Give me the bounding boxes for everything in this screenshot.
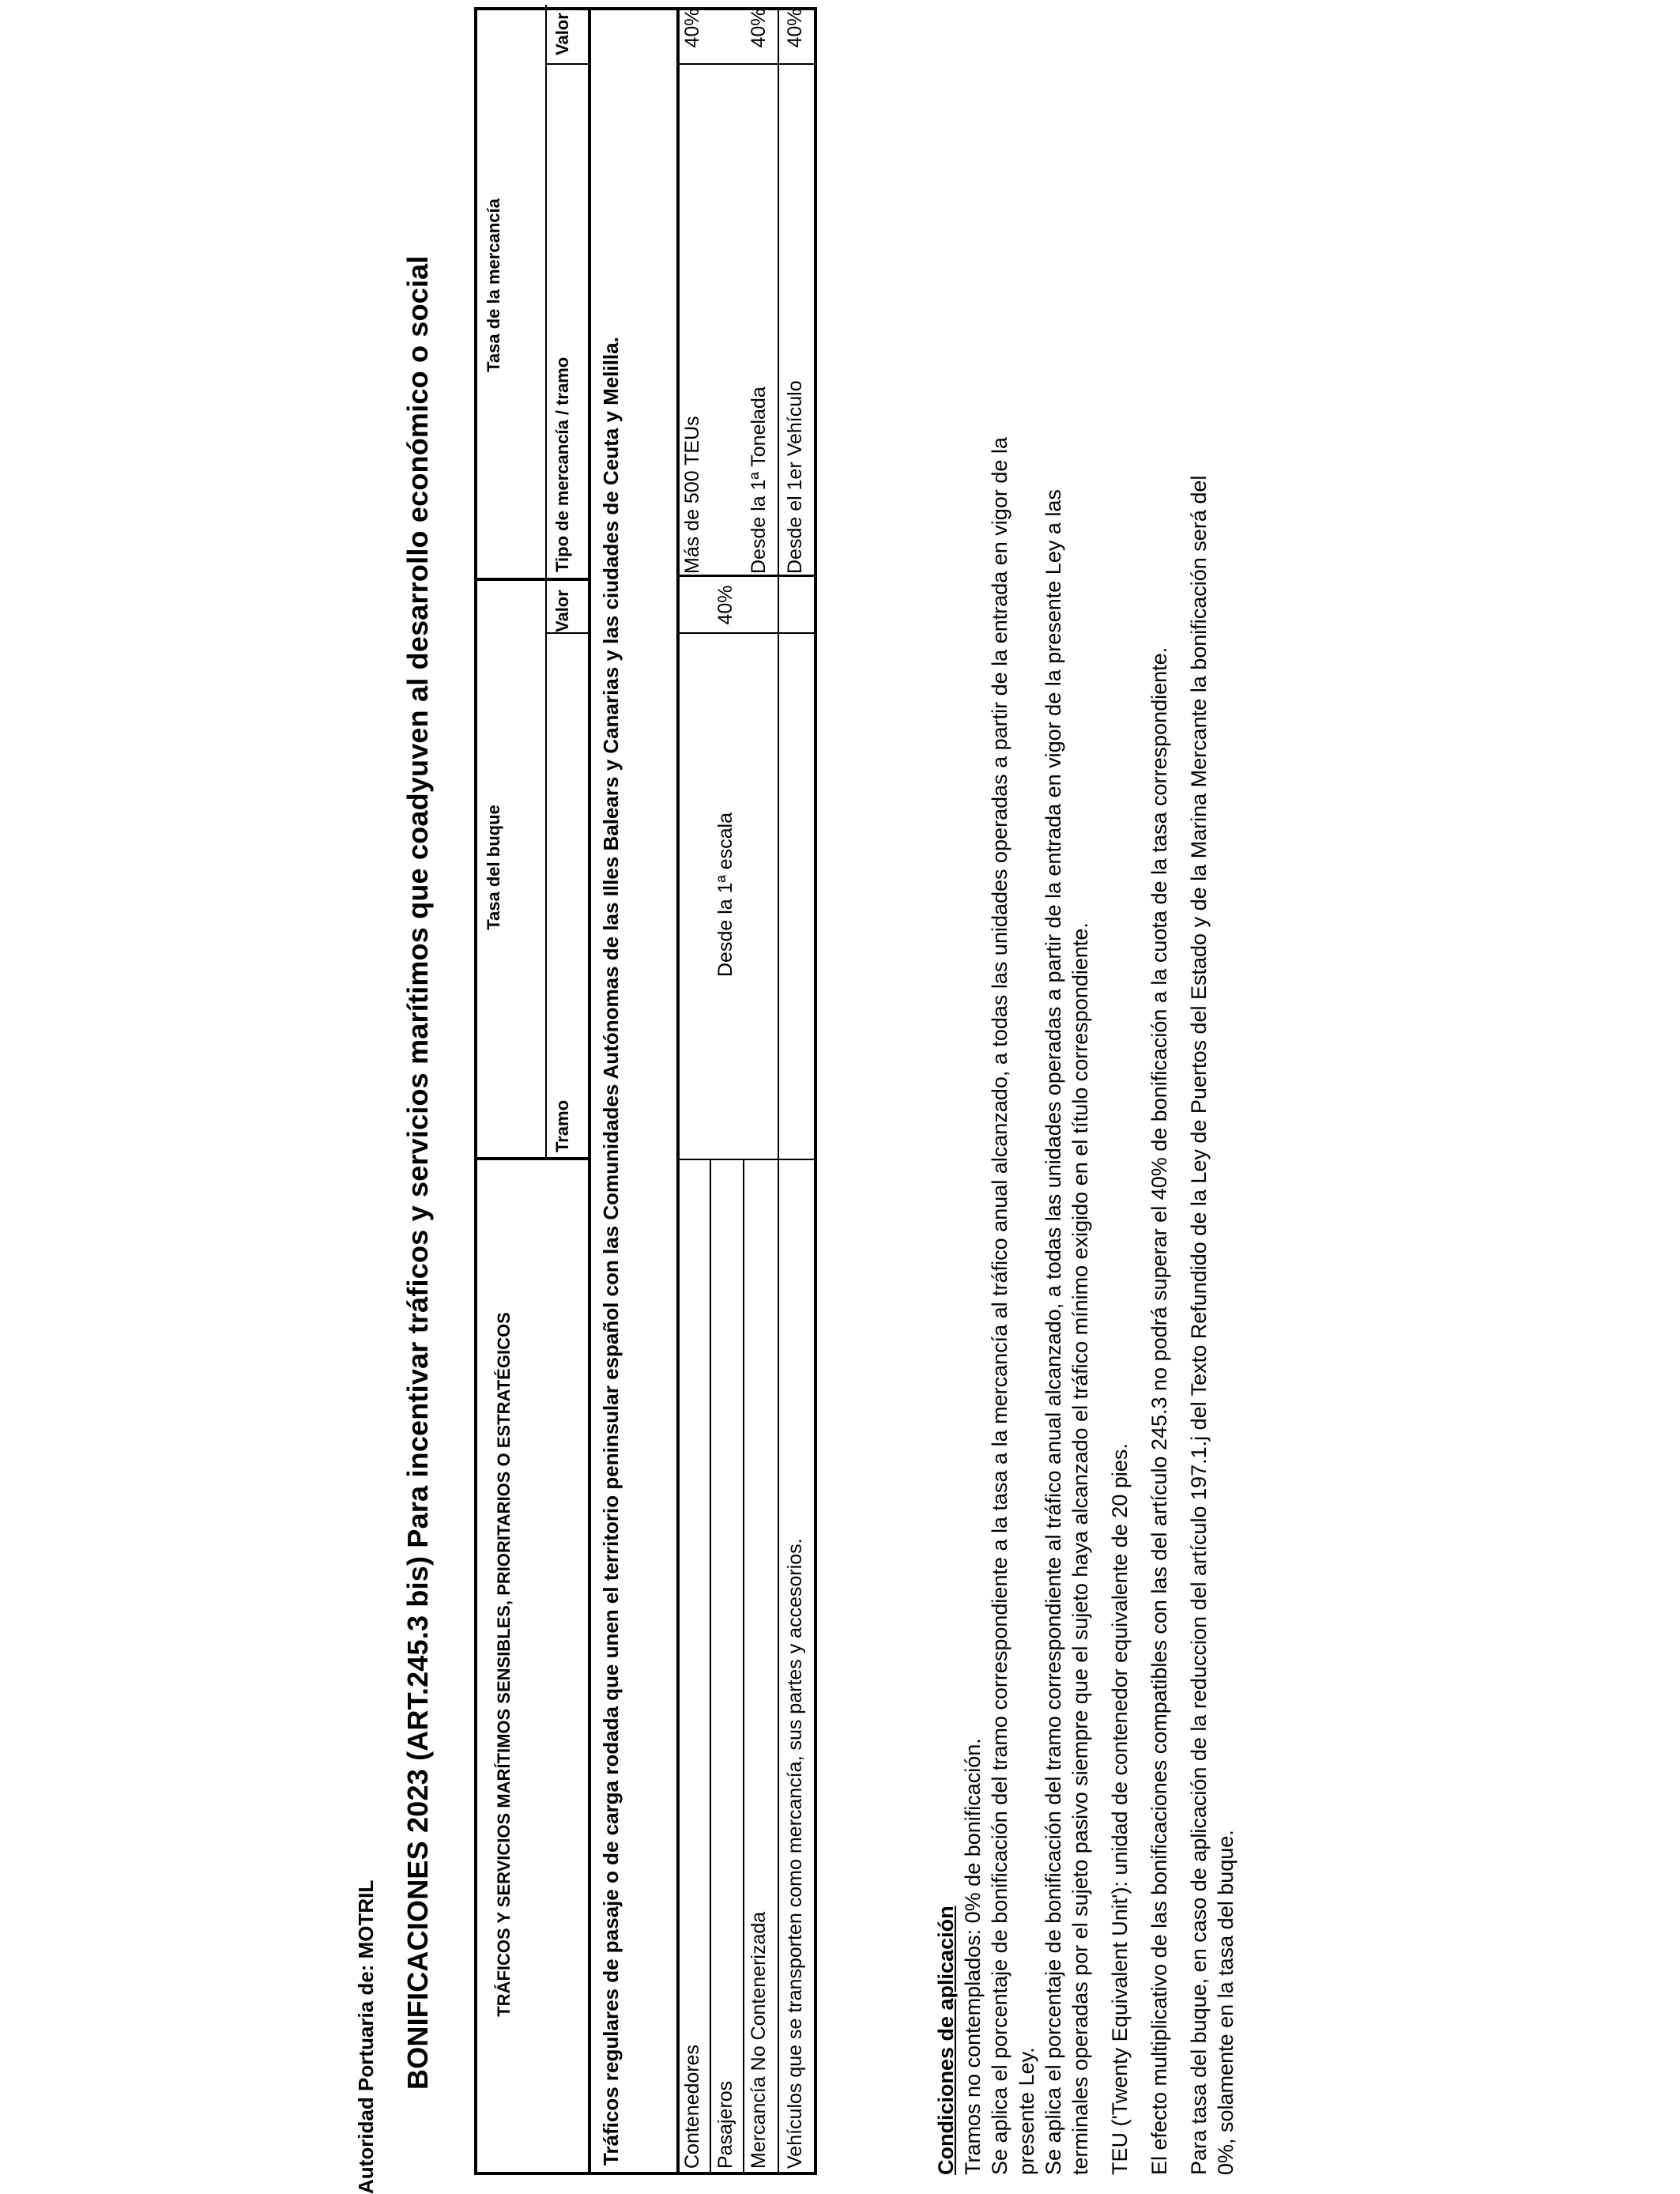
merc-tramo-contenedores: Más de 500 TEUs bbox=[681, 416, 703, 574]
row-label-contenedores: Contenedores bbox=[681, 2044, 703, 2169]
grid-line bbox=[710, 1160, 711, 2172]
conditions-block bbox=[932, 41, 1239, 2175]
grid-line bbox=[676, 10, 680, 2172]
condition-line: El efecto multiplicativo de las bonificaciones compatibles con las del artículo 245.3 no podrá superar el 40% de bonificación a la cuota de la tasa correspondiente. bbox=[1147, 647, 1171, 2175]
merc-valor-contenedores: 40% bbox=[681, 8, 703, 48]
merc-tramo-vehiculos: Desde el 1er Vehículo bbox=[784, 380, 806, 574]
subheader-buque-tramo: Tramo bbox=[552, 1099, 572, 1152]
authority-label: Autoridad Portuaria de: MOTRIL bbox=[354, 1879, 378, 2194]
subheader-merc-valor: Valor bbox=[552, 13, 572, 55]
group-header-buque: Tasa del buque bbox=[484, 805, 503, 930]
grid-line bbox=[547, 63, 591, 65]
section-title: Tráficos regulares de pasaje o de carga rodada que unen el territorio peninsular español con las Comunidades Autónomas de las Illes Balears y Canarias y las ciudades de Ceuta y Melilla. bbox=[599, 337, 623, 2166]
condition-line: Tramos no contemplados: 0% de bonificación. bbox=[961, 1738, 985, 2175]
grid-line bbox=[547, 632, 591, 634]
grid-line bbox=[477, 1157, 591, 1160]
condition-line: presente Ley. bbox=[1015, 2047, 1038, 2175]
grid-line bbox=[477, 578, 591, 581]
grid-line bbox=[545, 5, 547, 1159]
condition-line: Se aplica el porcentaje de bonificación del tramo correspondiente a la tasa a la mercancía al tráfico anual alcanzado, a todas las unidades operadas a partir de la entrada en vigor de la bbox=[988, 437, 1011, 2175]
condition-line: Se aplica el porcentaje de bonificación del tramo correspondiente al tráfico anual alcanzado, a todas las unidades operadas a partir de la entrada en vigor de la presente Ley a las bbox=[1042, 489, 1065, 2175]
merc-valor-mercancia: 40% bbox=[748, 8, 770, 48]
condition-line: TEU ('Twenty Equivalent Unit'): unidad de contenedor equivalente de 20 pies. bbox=[1108, 1443, 1132, 2175]
row-label-pasajeros: Pasajeros bbox=[714, 2080, 736, 2169]
group-header-mercancia: Tasa de la mercancía bbox=[484, 198, 503, 372]
grid-line bbox=[678, 632, 817, 634]
conditions-title: Condiciones de aplicación bbox=[934, 1906, 958, 2175]
merc-tramo-mercancia: Desde la 1ª Tonelada bbox=[748, 386, 770, 574]
subheader-buque-valor: Valor bbox=[552, 590, 572, 632]
page-title: BONIFICACIONES 2023 (ART.245.3 bis) Para incentivar tráficos y servicios marítimos que coadyuven al desarrollo económico o social bbox=[401, 255, 434, 2090]
grid-line bbox=[678, 63, 817, 65]
condition-line: 0%, solamente en la tasa del buque. bbox=[1214, 1830, 1237, 2175]
merc-valor-vehiculos: 40% bbox=[784, 8, 806, 48]
buque-tramo-merged: Desde la 1ª escala bbox=[714, 812, 736, 977]
grid-line bbox=[778, 10, 779, 2172]
row-label-mercancia-no-contenerizada: Mercancía No Contenerizada bbox=[748, 1911, 770, 2169]
main-header: TRÁFICOS Y SERVICIOS MARÍTIMOS SENSIBLES, PRIORITARIOS O ESTRATÉGICOS bbox=[494, 1312, 514, 2017]
subheader-merc-tipo: Tipo de mercancía / tramo bbox=[552, 356, 572, 572]
condition-line: terminales operadas por el sujeto pasivo siempre que el sujeto haya alcanzado el tráfico mínimo exigido en el título correspondiente. bbox=[1068, 922, 1092, 2175]
row-label-vehiculos: Vehículos que se transporten como mercancía, sus partes y accesorios. bbox=[784, 1538, 806, 2169]
buque-valor-merged: 40% bbox=[714, 585, 736, 625]
grid-line bbox=[588, 10, 591, 2172]
grid-line bbox=[743, 1160, 744, 2172]
grid-line bbox=[678, 575, 817, 577]
condition-line: Para tasa del buque, en caso de aplicación de la reduccion del artículo 197.1.j del Texto Refundido de la Ley de Puertos del Estado y de la Marina Mercante la bonificación será del bbox=[1187, 475, 1211, 2175]
bonificaciones-table bbox=[474, 7, 817, 2175]
grid-line bbox=[678, 1159, 817, 1160]
